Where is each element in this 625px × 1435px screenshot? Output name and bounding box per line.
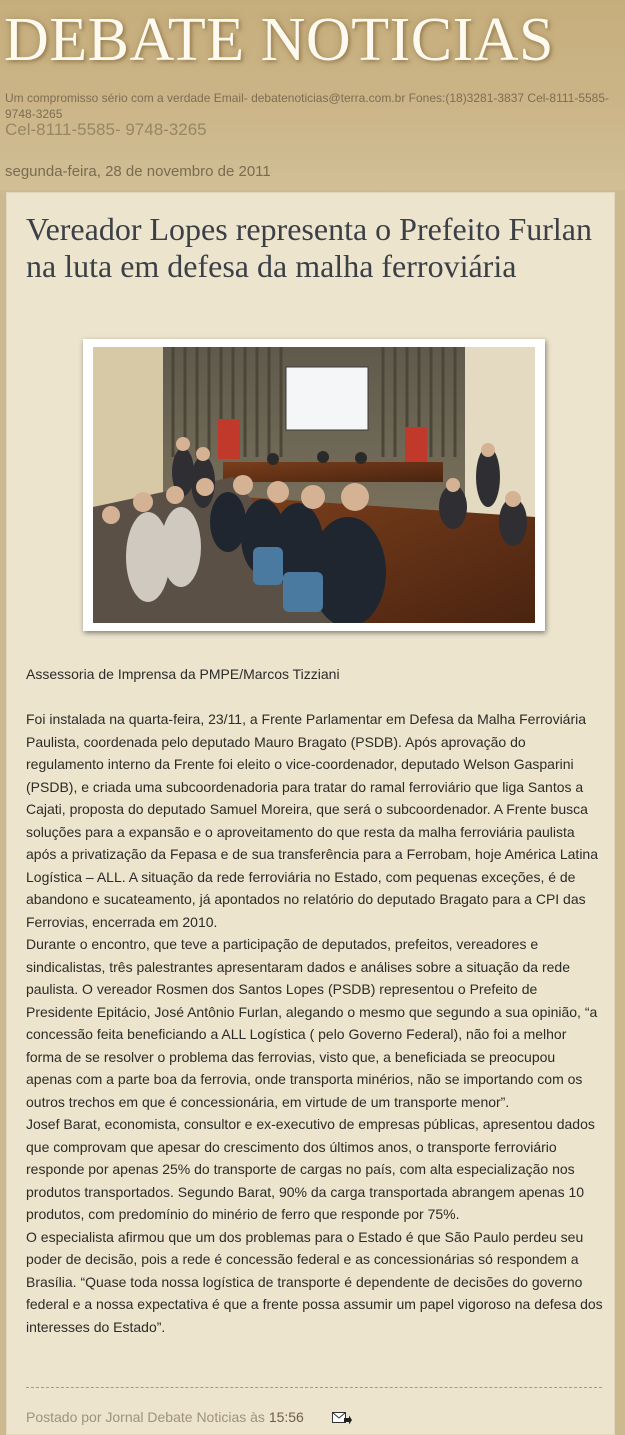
posted-by-label: Postado por Jornal Debate Noticias às: [26, 1409, 265, 1425]
post-paragraph: O especialista afirmou que um dos problemas para o Estado é que São Paulo perdeu seu poder de decisão, pois a rede é concessão federal e as concessionárias só respondem a Brasília. “Quase toda nossa logística de transporte é dependente de decisões do governo federal e a nossa expectativa é que a frente possa assumir um papel vigoroso na defesa dos interesses do Estado”.: [26, 1228, 603, 1335]
post-paragraph: Josef Barat, economista, consultor e ex-executivo de empresas públicas, apresentou dados que comprovam que apesar do crescimento dos últimos anos, o transporte ferroviário responde por apenas 25% do transporte de cargas no país, com alta especialização nos produtos transportados. Segundo Barat, 90% da carga transportada abrangem apenas 10 produtos, com predomínio do minério de ferro que responde por 75%.: [26, 1116, 595, 1222]
email-post-icon[interactable]: [332, 1411, 352, 1425]
post-paragraph: Durante o encontro, que teve a participação de deputados, prefeitos, vereadores e sindicalistas, três palestrantes apresentaram dados e análises sobre a situação da rede paulista. O vereador Rosmen dos Santos Lopes (PSDB) representou o Prefeito de Presidente Epitácio, José Antônio Furlan, alegando o mesmo que segundo a sua opinião, “a concessão feita beneficiando a ALL Logística ( pelo Governo Federal), não foi a melhor forma de se resolver o problema das ferrovias, visto que, a beneficiada se preocupou apenas com a parte boa da ferrovia, onde transporta minérios, não se importando com os outros trechos em que é concessionária, em virtude de um transporte menor”.: [26, 936, 598, 1110]
blog-header: [0, 0, 625, 190]
blog-title[interactable]: DEBATE NOTICIAS: [4, 6, 554, 74]
blog-tagline-overlap: Cel-8111-5585- 9748-3265: [5, 120, 207, 139]
post-timestamp-link[interactable]: 15:56: [268, 1409, 304, 1425]
photo-credit: Assessoria de Imprensa da PMPE/Marcos Tizziani: [26, 666, 340, 682]
post-footer: [26, 1407, 352, 1427]
blog-post: [6, 192, 615, 1435]
post-photo-frame: [83, 339, 545, 631]
post-body: [26, 663, 604, 1338]
date-header: segunda-feira, 28 de novembro de 2011: [5, 163, 271, 180]
meeting-photo[interactable]: [93, 347, 535, 623]
meeting-photo-illustration: [93, 347, 535, 623]
blog-tagline: Um compromisso sério com a verdade Email- debatenoticias@terra.com.br Fones:(18)3281-3837 Cel-8111-5585- 9748-3265: [5, 91, 610, 121]
post-title[interactable]: Vereador Lopes representa o Prefeito Furlan na luta em defesa da malha ferroviária: [26, 211, 592, 284]
post-footer-divider: [26, 1387, 602, 1388]
post-paragraph: Foi instalada na quarta-feira, 23/11, a Frente Parlamentar em Defesa da Malha Ferroviária Paulista, coordenada pelo deputado Mauro Bragato (PSDB). Após aprovação do regulamento interno da Frente foi eleito o vice-coordenador, deputado Welson Gasparini (PSDB), e criada uma subcoordenadoria para tratar do ramal ferroviário que liga Santos a Cajati, proposta do deputado Samuel Moreira, que será o subcoordenador. A Frente busca soluções para a expansão e o aproveitamento do que resta da malha ferroviária paulista após a privatização da Fepasa e de sua transferência para a Ferrobam, hoje América Latina Logística – ALL. A situação da rede ferroviária no Estado, com pequenas exceções, é de abandono e sucateamento, já apontados no relatório do deputado Bragato para a CPI das Ferrovias, encerrada em 2010.: [26, 711, 598, 930]
